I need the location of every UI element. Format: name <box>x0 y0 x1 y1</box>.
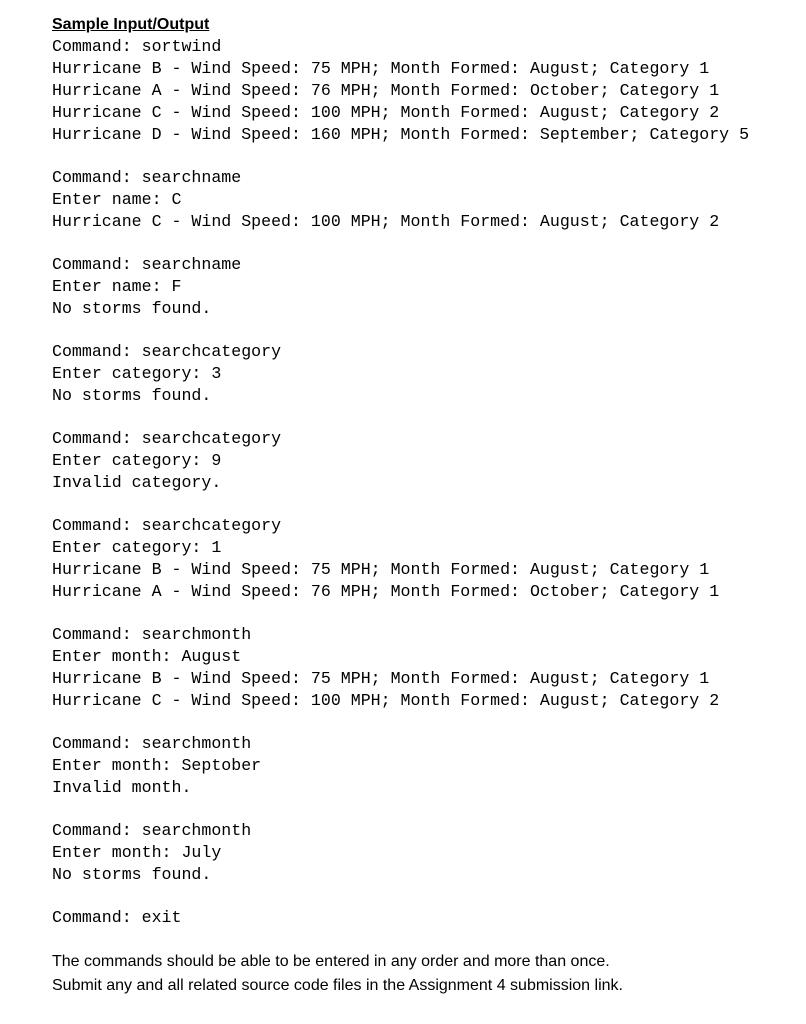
instructions-notes <box>52 950 792 998</box>
output-line: Hurricane B - Wind Speed: 75 MPH; Month Formed: August; Category 1 <box>52 669 710 688</box>
command-line: Command: searchmonth <box>52 821 252 840</box>
command-line: Command: searchname <box>52 168 242 187</box>
command-block <box>52 624 792 712</box>
output-line: Invalid category. <box>52 473 222 492</box>
output-line: Enter name: C <box>52 190 182 209</box>
output-line: Hurricane D - Wind Speed: 160 MPH; Month Formed: September; Category 5 <box>52 125 750 144</box>
output-line: No storms found. <box>52 386 212 405</box>
output-line: Enter month: July <box>52 843 222 862</box>
output-line: Hurricane A - Wind Speed: 76 MPH; Month Formed: October; Category 1 <box>52 81 720 100</box>
output-line: Hurricane A - Wind Speed: 76 MPH; Month Formed: October; Category 1 <box>52 582 720 601</box>
command-block <box>52 254 792 320</box>
command-line: Command: searchmonth <box>52 734 252 753</box>
command-block <box>52 733 792 799</box>
instruction-line: Submit any and all related source code files in the Assignment 4 submission link. <box>52 977 623 994</box>
output-line: Enter month: August <box>52 647 242 666</box>
output-line: Hurricane C - Wind Speed: 100 MPH; Month Formed: August; Category 2 <box>52 212 720 231</box>
output-line: Hurricane C - Wind Speed: 100 MPH; Month Formed: August; Category 2 <box>52 691 720 710</box>
instruction-line: The commands should be able to be entered in any order and more than once. <box>52 953 610 970</box>
output-line: Enter name: F <box>52 277 182 296</box>
command-line: Command: sortwind <box>52 37 222 56</box>
output-line: Hurricane C - Wind Speed: 100 MPH; Month Formed: August; Category 2 <box>52 103 720 122</box>
command-line: Command: searchcategory <box>52 342 282 361</box>
command-block <box>52 167 792 233</box>
command-line: Command: searchcategory <box>52 429 282 448</box>
output-line: No storms found. <box>52 299 212 318</box>
command-line: Command: exit <box>52 908 182 927</box>
document-page <box>52 14 792 998</box>
output-line: No storms found. <box>52 865 212 884</box>
sample-transcript <box>52 36 792 929</box>
output-line: Enter category: 3 <box>52 364 222 383</box>
command-block <box>52 428 792 494</box>
output-line: Invalid month. <box>52 778 192 797</box>
output-line: Enter category: 9 <box>52 451 222 470</box>
output-line: Hurricane B - Wind Speed: 75 MPH; Month Formed: August; Category 1 <box>52 59 710 78</box>
command-block <box>52 515 792 603</box>
output-line: Hurricane B - Wind Speed: 75 MPH; Month Formed: August; Category 1 <box>52 560 710 579</box>
command-block <box>52 907 792 929</box>
output-line: Enter category: 1 <box>52 538 222 557</box>
output-line: Enter month: Septober <box>52 756 262 775</box>
command-line: Command: searchname <box>52 255 242 274</box>
command-line: Command: searchmonth <box>52 625 252 644</box>
sample-io-heading: Sample Input/Output <box>52 16 210 33</box>
command-block <box>52 36 792 146</box>
command-block <box>52 341 792 407</box>
command-block <box>52 820 792 886</box>
command-line: Command: searchcategory <box>52 516 282 535</box>
